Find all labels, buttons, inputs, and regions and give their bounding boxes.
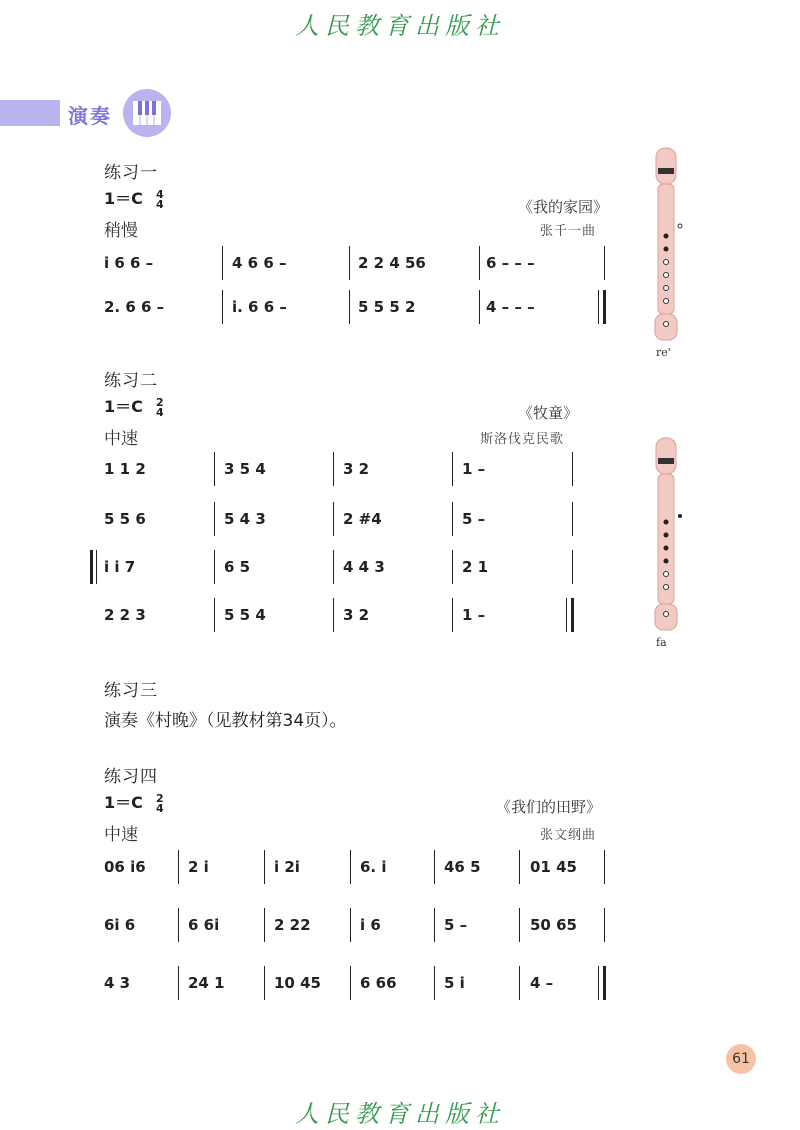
measure: i 6	[360, 916, 381, 934]
measure: 3 2	[343, 460, 370, 478]
exercise-1-title: 练习一	[104, 163, 158, 183]
measure: i 6 6 –	[104, 254, 154, 272]
time-signature: 2 4	[155, 395, 164, 419]
measure: 4 3	[104, 974, 131, 992]
measure: 3 5 4	[224, 460, 266, 478]
measure: 5 5 6	[104, 510, 146, 528]
measure: 4 – – –	[486, 298, 535, 316]
measure: i i 7	[104, 558, 136, 576]
footer-watermark: 人民教育出版社	[295, 1100, 505, 1128]
key-signature: 1＝C	[104, 189, 143, 208]
measure: 5 –	[462, 510, 486, 528]
exercise-2-composer: 斯洛伐克民歌	[480, 432, 565, 447]
exercise-2-tempo: 中速	[104, 429, 138, 449]
page-number: 61	[726, 1044, 756, 1074]
time-signature: 2 4	[155, 791, 164, 815]
exercise-1-key	[104, 186, 164, 210]
recorder-icon	[646, 146, 686, 344]
measure: 5 i	[444, 974, 465, 992]
measure: 3 2	[343, 606, 370, 624]
measure: 10 45	[274, 974, 321, 992]
measure: 6i 6	[104, 916, 136, 934]
measure: 2 2 3	[104, 606, 146, 624]
exercise-3-text: 演奏《村晚》（见教材第34页）。	[104, 711, 347, 731]
measure: 5 5 4	[224, 606, 266, 624]
section-title: 演奏	[68, 104, 112, 128]
measure: 06 i6	[104, 858, 146, 876]
piano-keys-icon	[122, 88, 172, 138]
measure: 4 6 6 –	[232, 254, 287, 272]
exercise-2-song: 《牧童》	[518, 404, 579, 422]
exercise-4-composer: 张文纲曲	[540, 828, 597, 843]
measure: 24 1	[188, 974, 225, 992]
measure: 6. i	[360, 858, 387, 876]
time-signature: 4 4	[155, 187, 164, 211]
measure: 4 4 3	[343, 558, 385, 576]
measure: 5 –	[444, 916, 468, 934]
exercise-4-title: 练习四	[104, 767, 158, 787]
measure: i. 6 6 –	[232, 298, 287, 316]
measure: 5 4 3	[224, 510, 266, 528]
measure: 50 65	[530, 916, 577, 934]
exercise-1-song: 《我的家园》	[518, 198, 609, 216]
measure: 4 –	[530, 974, 554, 992]
measure: 1 –	[462, 606, 486, 624]
exercise-1-composer: 张千一曲	[540, 224, 597, 239]
measure: 2 1	[462, 558, 489, 576]
exercise-2-title: 练习二	[104, 371, 158, 391]
key-signature: 1＝C	[104, 397, 143, 416]
measure: 2 #4	[343, 510, 382, 528]
measure: 1 –	[462, 460, 486, 478]
exercise-3-title: 练习三	[104, 681, 158, 701]
measure: 2 22	[274, 916, 311, 934]
header-watermark: 人民教育出版社	[295, 12, 505, 40]
recorder-label: fa	[656, 636, 667, 649]
measure: 5 5 5 2	[358, 298, 416, 316]
exercise-2-key	[104, 394, 164, 418]
recorder-label: re'	[656, 346, 671, 359]
measure: 46 5	[444, 858, 481, 876]
exercise-4-tempo: 中速	[104, 825, 138, 845]
measure: 6 6i	[188, 916, 220, 934]
measure: 6 5	[224, 558, 251, 576]
section-band	[0, 100, 60, 126]
measure: i 2i	[274, 858, 300, 876]
measure: 2 2 4 56	[358, 254, 426, 272]
exercise-4-song: 《我们的田野》	[496, 798, 602, 816]
measure: 01 45	[530, 858, 577, 876]
exercise-1-tempo: 稍慢	[104, 221, 138, 241]
measure: 6 – – –	[486, 254, 535, 272]
measure: 6 66	[360, 974, 397, 992]
measure: 2 i	[188, 858, 209, 876]
recorder-icon	[646, 436, 686, 634]
measure: 1 1 2	[104, 460, 146, 478]
measure: 2. 6 6 –	[104, 298, 165, 316]
key-signature: 1＝C	[104, 793, 143, 812]
exercise-4-key	[104, 790, 164, 814]
